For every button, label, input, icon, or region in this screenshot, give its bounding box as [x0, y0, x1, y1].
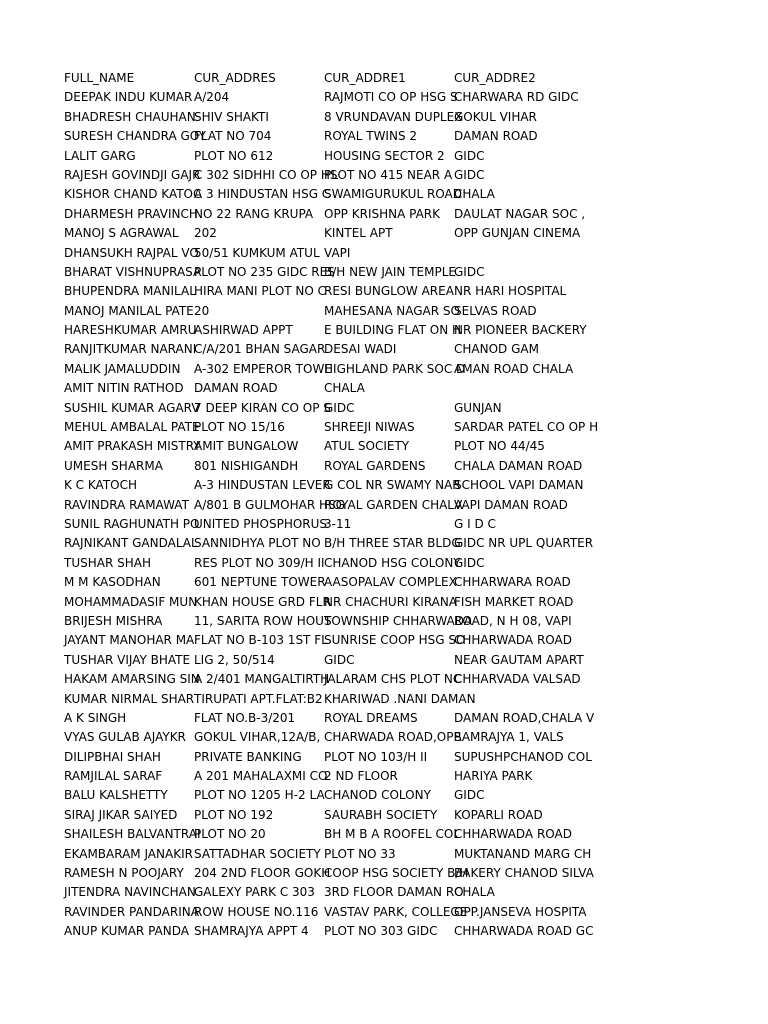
table-cell[interactable]: AMIT PRAKASH MISTRY	[64, 439, 201, 454]
table-cell[interactable]: NO 22 RANG KRUPA	[194, 206, 314, 221]
table-cell[interactable]: A-302 EMPEROR TOWE	[194, 361, 332, 376]
header-cell-cur-addres[interactable]: CUR_ADDRES	[194, 71, 276, 85]
table-row	[64, 534, 594, 553]
table-cell[interactable]: CHALA DAMAN ROAD	[454, 458, 583, 473]
table-cell[interactable]: SCHOOL VAPI DAMAN	[454, 478, 584, 493]
table-cell[interactable]: ROW HOUSE NO.116	[194, 904, 319, 919]
table-cell[interactable]: 11, SARITA ROW HOUS	[194, 613, 332, 628]
table-cell[interactable]: OPP GUNJAN CINEMA	[454, 226, 581, 241]
table-cell[interactable]: SHAILESH BALVANTRAI	[64, 827, 201, 842]
table-cell[interactable]: PLOT NO 1205 H-2 LA	[194, 788, 325, 803]
table-cell[interactable]: COOP HSG SOCIETY B/H	[324, 866, 469, 881]
table-cell[interactable]: BHADRESH CHAUHAN	[64, 109, 196, 124]
table-cell[interactable]: RANJITKUMAR NARANI	[64, 342, 197, 357]
data-rows	[64, 88, 599, 941]
table-cell[interactable]: HIRA MANI PLOT NO C	[194, 284, 327, 299]
table-row	[64, 108, 584, 127]
table-cell[interactable]: HARIYA PARK	[454, 769, 533, 784]
table-cell[interactable]: 20	[194, 303, 210, 318]
table-cell[interactable]: RESI BUNGLOW AREA	[324, 284, 454, 299]
table-cell[interactable]: MAHESANA NAGAR SO	[324, 303, 460, 318]
table-cell[interactable]: CHARWADA ROAD,OPP.	[324, 730, 463, 745]
table-cell[interactable]: BALU KALSHETTY	[64, 788, 168, 803]
table-cell[interactable]: CHHARWARA ROAD	[454, 575, 571, 590]
table-cell[interactable]: CHANOD COLONY	[324, 788, 431, 803]
table-cell[interactable]: C/A/201 BHAN SAGAR	[194, 342, 326, 357]
table-cell[interactable]: HIGHLAND PARK SOC D	[324, 361, 466, 376]
table-cell[interactable]: RAJMOTI CO OP HSG S	[324, 90, 458, 105]
table-cell[interactable]: DAMAN ROAD	[194, 381, 278, 396]
table-cell[interactable]: ASHIRWAD APPT	[194, 323, 293, 338]
table-cell[interactable]: MANOJ S AGRAWAL	[64, 226, 179, 241]
table-cell[interactable]: RES PLOT NO 309/H II	[194, 555, 325, 570]
table-cell[interactable]: JALARAM CHS PLOT NC	[324, 672, 462, 687]
table-cell[interactable]: SATTADHAR SOCIETY	[194, 846, 321, 861]
header-row	[64, 69, 584, 88]
table-cell[interactable]: SARDAR PATEL CO OP H	[454, 420, 599, 435]
table-row	[64, 786, 584, 805]
table-cell[interactable]: PLOT NO 44/45	[454, 439, 545, 454]
table-cell[interactable]: G COL NR SWAMY NAR	[324, 478, 461, 493]
table-cell[interactable]: GIDC	[454, 148, 485, 163]
table-cell[interactable]: A/204	[194, 90, 230, 105]
table-cell[interactable]: JAYANT MANOHAR MA	[64, 633, 195, 648]
table-cell[interactable]: SUSHIL KUMAR AGARV	[64, 400, 200, 415]
table-cell[interactable]: SHAMRAJYA APPT 4	[194, 924, 309, 939]
table-cell[interactable]: M M KASODHAN	[64, 575, 161, 590]
table-row	[64, 670, 584, 689]
table-cell[interactable]: FISH MARKET ROAD	[454, 594, 574, 609]
table-cell[interactable]: A 2/401 MANGALTIRTH	[194, 672, 330, 687]
table-cell[interactable]: G I D C	[454, 516, 496, 531]
table-cell[interactable]: VAPI DAMAN ROAD	[454, 497, 568, 512]
table-cell[interactable]: ROYAL TWINS 2	[324, 129, 418, 144]
table-cell[interactable]: SURESH CHANDRA GOY	[64, 129, 206, 144]
table-cell[interactable]: 204 2ND FLOOR GOKH	[194, 866, 331, 881]
table-cell[interactable]: TOWNSHIP CHHARWADA	[324, 613, 472, 628]
table-cell[interactable]: LALIT GARG	[64, 148, 136, 163]
table-cell[interactable]: UNITED PHOSPHORUS	[194, 516, 328, 531]
table-cell[interactable]: DHANSUKH RAJPAL VO	[64, 245, 199, 260]
table-cell[interactable]: GOKUL VIHAR,12A/B,	[194, 730, 321, 745]
header-cell-cur-addre1[interactable]: CUR_ADDRE1	[324, 71, 406, 85]
table-cell[interactable]: 3RD FLOOR DAMAN RO	[324, 885, 464, 900]
table-row	[64, 205, 584, 224]
table-row	[64, 263, 584, 282]
table-cell[interactable]: 7 DEEP KIRAN CO OP S	[194, 400, 331, 415]
table-cell[interactable]: GIDC	[454, 264, 485, 279]
table-cell[interactable]: GOKUL VIHAR	[454, 109, 537, 124]
table-cell[interactable]: GIDC	[454, 555, 485, 570]
table-cell[interactable]: BAKERY CHANOD SILVA	[454, 866, 594, 881]
table-row	[64, 437, 584, 456]
table-cell[interactable]: DAMAN ROAD,CHALA V	[454, 710, 595, 725]
table-row	[64, 185, 584, 204]
table-row	[64, 728, 584, 747]
table-cell[interactable]: PLOT NO 235 GIDC RES	[194, 264, 335, 279]
table-row	[64, 496, 584, 515]
table-cell[interactable]: B/H NEW JAIN TEMPLE	[324, 264, 456, 279]
table-row	[64, 244, 584, 263]
table-cell[interactable]: A-3 HINDUSTAN LEVER	[194, 478, 331, 493]
table-cell[interactable]: FLAT NO 704	[194, 129, 272, 144]
table-cell[interactable]: BHARAT VISHNUPRASA	[64, 264, 202, 279]
table-cell[interactable]: ANUP KUMAR PANDA	[64, 924, 189, 939]
table-cell[interactable]: SHREEJI NIWAS	[324, 420, 415, 435]
table-cell[interactable]: CHANOD HSG COLONY	[324, 555, 461, 570]
table-row	[64, 806, 584, 825]
table-cell[interactable]: DAULAT NAGAR SOC ,	[454, 206, 586, 221]
table-cell[interactable]: B/H THREE STAR BLDG	[324, 536, 461, 551]
table-cell[interactable]: PLOT NO 192	[194, 807, 274, 822]
table-cell[interactable]: VYAS GULAB AJAYKR	[64, 730, 186, 745]
table-cell[interactable]: ROYAL GARDENS	[324, 458, 426, 473]
table-cell[interactable]: NR CHACHURI KIRANA	[324, 594, 458, 609]
table-row	[64, 399, 584, 418]
table-cell[interactable]: JITENDRA NAVINCHAN	[64, 885, 196, 900]
table-cell[interactable]: A 3 HINDUSTAN HSG C	[194, 187, 331, 202]
table-cell[interactable]: DHARMESH PRAVINCH	[64, 206, 198, 221]
table-cell[interactable]: 601 NEPTUNE TOWER	[194, 575, 326, 590]
table-cell[interactable]: LIG 2, 50/514	[194, 652, 275, 667]
table-row	[64, 922, 594, 941]
table-cell[interactable]: CHALA	[454, 885, 495, 900]
table-cell[interactable]: K C KATOCH	[64, 478, 137, 493]
table-cell[interactable]: 3-11	[324, 516, 352, 531]
table-cell[interactable]: 202	[194, 226, 217, 241]
table-row	[64, 147, 584, 166]
table-cell[interactable]: 8 VRUNDAVAN DUPLEX	[324, 109, 463, 124]
table-cell[interactable]: GUNJAN	[454, 400, 502, 415]
table-cell[interactable]: NR PIONEER BACKERY	[454, 323, 587, 338]
table-cell[interactable]: OPP.JANSEVA HOSPITA	[454, 904, 587, 919]
table-row	[64, 631, 584, 650]
table-cell[interactable]: RAJNIKANT GANDALAL	[64, 536, 198, 551]
table-row	[64, 593, 584, 612]
table-cell[interactable]: KHAN HOUSE GRD FLR	[194, 594, 331, 609]
table-cell[interactable]: MALIK JAMALUDDIN	[64, 361, 181, 376]
table-cell[interactable]: 801 NISHIGANDH	[194, 458, 299, 473]
table-cell[interactable]: ROYAL GARDEN CHALA	[324, 497, 463, 512]
table-row	[64, 166, 584, 185]
table-cell[interactable]: GIDC NR UPL QUARTER	[454, 536, 594, 551]
table-cell[interactable]: AMAN ROAD CHALA	[454, 361, 574, 376]
table-cell[interactable]: KHARIWAD .NANI DAMAN	[324, 691, 476, 706]
table-row	[64, 127, 584, 146]
table-cell[interactable]: BH M B A ROOFEL COL	[324, 827, 461, 842]
table-row	[64, 690, 584, 709]
table-row	[64, 282, 584, 301]
table-cell[interactable]: BRIJESH MISHRA	[64, 613, 163, 628]
table-cell[interactable]: FLAT NO.B-3/201	[194, 710, 296, 725]
table-cell[interactable]: CHALA	[454, 187, 495, 202]
table-cell[interactable]: CHHARWADA ROAD GC	[454, 924, 594, 939]
table-cell[interactable]: FLAT NO B-103 1ST FL	[194, 633, 328, 648]
table-cell[interactable]: SAURABH SOCIETY	[324, 807, 438, 822]
table-cell[interactable]: MANOJ MANILAL PATE	[64, 303, 194, 318]
table-cell[interactable]: CHALA	[324, 381, 365, 396]
table-cell[interactable]: SAMRAJYA 1, VALS	[454, 730, 564, 745]
table-row	[64, 379, 584, 398]
table-cell[interactable]: KOPARLI ROAD	[454, 807, 543, 822]
table-cell[interactable]: SUNIL RAGHUNATH PO	[64, 516, 200, 531]
table-row	[64, 554, 584, 573]
table-cell[interactable]: CHHARWADA ROAD	[454, 827, 572, 842]
table-cell[interactable]: PLOT NO 20	[194, 827, 266, 842]
table-cell[interactable]	[454, 379, 584, 398]
table-row	[64, 748, 592, 767]
table-cell[interactable]: 50/51 KUMKUM ATUL	[194, 245, 320, 260]
table-row	[64, 88, 584, 107]
table-cell[interactable]: GIDC	[324, 652, 355, 667]
table-row	[64, 224, 584, 243]
table-row	[64, 845, 592, 864]
table-row	[64, 767, 584, 786]
table-cell[interactable]: DILIPBHAI SHAH	[64, 749, 161, 764]
table-row	[64, 573, 584, 592]
table-cell[interactable]: ATUL SOCIETY	[324, 439, 410, 454]
table-row	[64, 360, 584, 379]
table-cell[interactable]: CHHARWADA ROAD	[454, 633, 572, 648]
spreadsheet	[64, 69, 599, 942]
table-cell[interactable]: ROAD, N H 08, VAPI	[454, 613, 572, 628]
table-row	[64, 321, 587, 340]
table-cell[interactable]: GIDC	[454, 167, 485, 182]
table-cell[interactable]: GALEXY PARK C 303	[194, 885, 315, 900]
table-cell[interactable]: SWAMIGURUKUL ROAD	[324, 187, 462, 202]
table-cell[interactable]: MEHUL AMBALAL PATE	[64, 420, 200, 435]
table-cell[interactable]: VASTAV PARK, COLLEGE	[324, 904, 468, 919]
table-cell[interactable]: MUKTANAND MARG CH	[454, 846, 592, 861]
table-cell[interactable]: DEEPAK INDU KUMAR	[64, 90, 193, 105]
table-cell[interactable]: SIRAJ JIKAR SAIYED	[64, 807, 178, 822]
table-cell[interactable]: A K SINGH	[64, 710, 127, 725]
table-cell[interactable]: SUNRISE COOP HSG SO	[324, 633, 466, 648]
table-cell[interactable]: GIDC	[324, 400, 355, 415]
table-cell[interactable]: SANNIDHYA PLOT NO	[194, 536, 321, 551]
table-cell[interactable]: UMESH SHARMA	[64, 458, 163, 473]
header-cell-cur-addre2[interactable]: CUR_ADDRE2	[454, 71, 536, 85]
table-cell[interactable]: CHHARVADA VALSAD	[454, 672, 581, 687]
table-cell[interactable]: HOUSING SECTOR 2	[324, 148, 445, 163]
table-row	[64, 302, 584, 321]
table-cell[interactable]: AMIT NITIN RATHOD	[64, 381, 184, 396]
table-cell[interactable]: KUMAR NIRMAL SHAR	[64, 691, 195, 706]
table-cell[interactable]: PLOT NO 612	[194, 148, 274, 163]
table-cell[interactable]: TUSHAR VIJAY BHATE	[64, 652, 191, 667]
table-cell[interactable]: AASOPALAV COMPLEX	[324, 575, 457, 590]
table-cell[interactable]: EKAMBARAM JANAKIR	[64, 846, 193, 861]
table-cell[interactable]: SHIV SHAKTI	[194, 109, 269, 124]
table-row	[64, 476, 584, 495]
table-cell[interactable]: A 201 MAHALAXMI CO	[194, 769, 328, 784]
table-row	[64, 709, 595, 728]
table-cell[interactable]: KISHOR CHAND KATOC	[64, 187, 202, 202]
table-row	[64, 903, 587, 922]
table-cell[interactable]: KINTEL APT	[324, 226, 393, 241]
table-cell[interactable]: PLOT NO 15/16	[194, 420, 285, 435]
table-cell[interactable]: RAVINDER PANDARINA	[64, 904, 199, 919]
table-cell[interactable]: PLOT NO 103/H II	[324, 749, 428, 764]
table-row	[64, 418, 599, 437]
table-cell[interactable]: NR HARI HOSPITAL	[454, 284, 567, 299]
table-cell[interactable]: PLOT NO 33	[324, 846, 396, 861]
table-cell[interactable]: RAMJILAL SARAF	[64, 769, 163, 784]
table-cell[interactable]: CHANOD GAM	[454, 342, 539, 357]
table-row	[64, 457, 584, 476]
table-cell[interactable]: PLOT NO 415 NEAR A	[324, 167, 453, 182]
table-cell[interactable]: PLOT NO 303 GIDC	[324, 924, 438, 939]
table-cell[interactable]: RAJESH GOVINDJI GAJR	[64, 167, 201, 182]
table-cell[interactable]: SUPUSHPCHANOD COL	[454, 749, 592, 764]
table-cell[interactable]	[454, 244, 584, 263]
table-row	[64, 883, 584, 902]
table-row	[64, 651, 584, 670]
table-cell[interactable]: VAPI	[324, 245, 351, 260]
table-cell[interactable]: NEAR GAUTAM APART	[454, 652, 584, 667]
table-cell[interactable]: SELVAS ROAD	[454, 303, 537, 318]
table-cell[interactable]	[454, 690, 584, 709]
table-cell[interactable]: DESAI WADI	[324, 342, 397, 357]
table-row	[64, 864, 594, 883]
table-cell[interactable]: AMIT BUNGALOW	[194, 439, 299, 454]
table-cell[interactable]: RAVINDRA RAMAWAT	[64, 497, 189, 512]
table-cell[interactable]: ROYAL DREAMS	[324, 710, 418, 725]
header-cell-full-name[interactable]: FULL_NAME	[64, 71, 135, 85]
table-cell[interactable]: TUSHAR SHAH	[64, 555, 151, 570]
table-cell[interactable]: HAKAM AMARSING SIN	[64, 672, 200, 687]
table-cell[interactable]: MOHAMMADASIF MUN	[64, 594, 198, 609]
table-cell[interactable]: PRIVATE BANKING	[194, 749, 302, 764]
table-row	[64, 515, 584, 534]
table-cell[interactable]: CHARWARA RD GIDC	[454, 90, 579, 105]
table-cell[interactable]: TIRUPATI APT.FLAT:B2	[194, 691, 323, 706]
table-cell[interactable]: RAMESH N POOJARY	[64, 866, 184, 881]
table-cell[interactable]: A/801 B GULMOHAR HSG	[194, 497, 345, 512]
table-row	[64, 612, 584, 631]
table-cell[interactable]: GIDC	[454, 788, 485, 803]
table-cell[interactable]: HARESHKUMAR AMRU	[64, 323, 197, 338]
table-cell[interactable]: E BUILDING FLAT ON H	[324, 323, 462, 338]
table-cell[interactable]: 2 ND FLOOR	[324, 769, 398, 784]
table-row	[64, 825, 584, 844]
table-row	[64, 340, 584, 359]
table-cell[interactable]: DAMAN ROAD	[454, 129, 538, 144]
table-cell[interactable]: OPP KRISHNA PARK	[324, 206, 441, 221]
table-cell[interactable]: BHUPENDRA MANILAL	[64, 284, 196, 299]
table-cell[interactable]: C 302 SIDHHI CO OP HS	[194, 167, 338, 182]
